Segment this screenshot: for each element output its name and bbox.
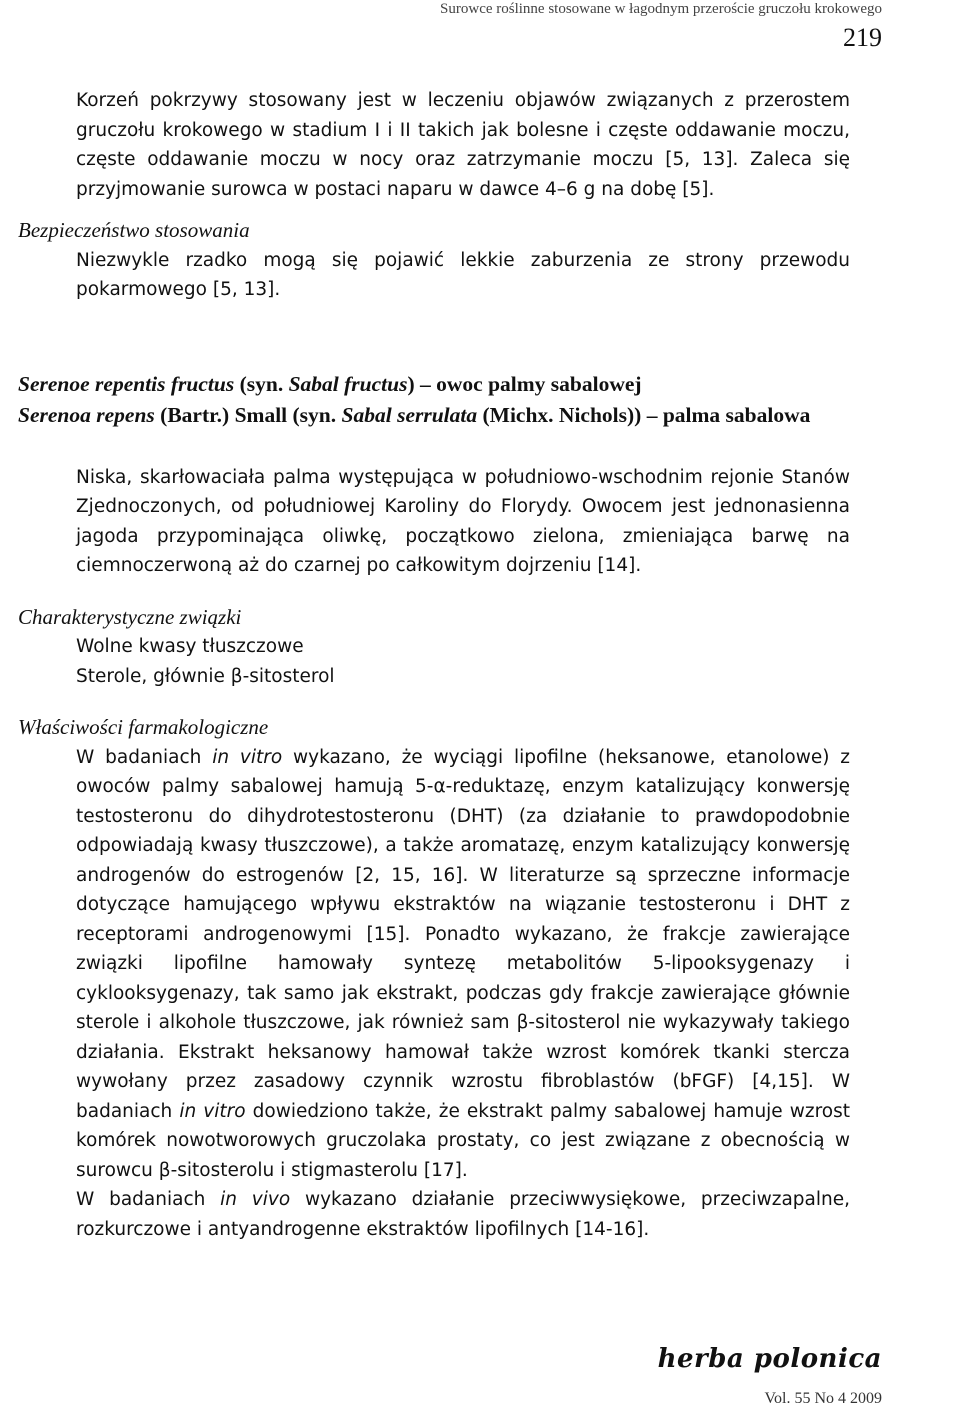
- running-title: Surowce roślinne stosowane w łagodnym przeroście gruczołu krokowego: [440, 1, 882, 17]
- page-number: 219: [843, 23, 882, 52]
- compound-item: Sterole, głównie β-sitosterol: [76, 665, 335, 687]
- pharm-p1-b: wykazano, że wyciągi lipofilne (heksanowe, etanolowe) z owoców palmy sabalowej hamują 5-α-reduktazę, enzym katalizujący konwersję testosteronu do dihydrotestosteronu (DHT) (za działanie to prawdopodobnie odpowiadają kwasy tłuszczowe), a także aromatazę, enzym katalizujący konwersję androgenów do estrogenów [2, 15, 16]. W literaturze są sprzeczne informacje dotyczące hamującego wpływu ekstraktów na wiązanie testosteronu i DHT z receptorami androgenowymi [15]. Ponadto wykazano, że frakcje zawierające związki lipofilne hamowały syntezę metabolitów 5-lipooksygenazy i cyklooksygenazy, tak samo jak ekstrakt, podczas gdy frakcje zawierające głównie sterole i alkohole tłuszczowe, jak również sam β-sitosterol nie wykazywały takiego działania. Ekstrakt heksanowy hamował także wzrost komórek tkanki stercza wywołany przez zasadowy czynnik wzrostu fibroblastów (bFGF) [4,15]. W badaniach: [76, 746, 851, 1122]
- species-name-1: Serenoe repentis fructus: [18, 371, 235, 396]
- species-name-2: Serenoa repens: [18, 402, 155, 427]
- species-syn1-name: Sabal fructus: [288, 371, 408, 396]
- pharm-p2-a: W badaniach: [76, 1189, 221, 1210]
- description-paragraph: Niska, skarłowaciała palma występująca w południowo-wschodnim rejonie Stanów Zjednoczonych, od południowej Karoliny do Florydy. Owocem jest jednonasienna jagoda przypominająca oliwkę, początkowo zielona, zmieniająca barwę na ciemnoczerwoną aż do czarnej po całkowitym dojrzeniu [14].: [76, 466, 850, 576]
- article-body: [18, 86, 850, 1244]
- pharm-p1-a: W badaniach: [76, 746, 213, 768]
- pharmacology-paragraph-2: [18, 1185, 850, 1244]
- safety-heading: Bezpieczeństwo stosowania: [18, 218, 250, 242]
- nettle-root-paragraph: Korzeń pokrzywy stosowany jest w leczeniu objawów związanych z przerostem gruczołu krokowego w stadium I i II takich jak bolesne i częste oddawanie moczu, częste oddawanie moczu w nocy oraz zatrzymanie moczu [5, 13]. Zaleca się przyjmowanie surowca w postaci naparu w dawce 4–6 g na dobę [5].: [76, 90, 850, 200]
- compounds-heading: Charakterystyczne związki: [18, 604, 242, 629]
- species-heading: [18, 369, 850, 431]
- pharm-p2-in-vivo: in vivo: [220, 1189, 291, 1210]
- pharm-p2-b: wykazano działanie przeciwwysiękowe, przeciwzapalne, rozkurczowe i antyandrogenne ekstraktów lipofilnych [14-16].: [76, 1189, 851, 1240]
- pharmacology-paragraph-1: [18, 743, 850, 1186]
- pharm-p1-c: dowiedziono także, że ekstrakt palmy sabalowej hamuje wzrost komórek nowotworowych gruczolaka prostaty, co jest związane z obecnością w surowcu β-sitosterolu i stigmasterolu [17].: [76, 1100, 851, 1181]
- species-authority: (Bartr.) Small (syn.: [154, 402, 342, 427]
- species-syn1-close: ) – owoc palmy sabalowej: [407, 371, 642, 396]
- pharm-p1-in-vitro-2: in vitro: [179, 1100, 246, 1122]
- volume-info: Vol. 55 No 4 2009: [764, 1390, 882, 1407]
- species-syn2-name: Sabal serrulata: [341, 402, 478, 427]
- pharmacology-heading: Właściwości farmakologiczne: [18, 715, 269, 739]
- journal-logo: herba polonica: [657, 1344, 882, 1374]
- species-syn2-close: (Michx. Nichols)) – palma sabalowa: [477, 402, 811, 427]
- compound-item: Wolne kwasy tłuszczowe: [76, 636, 304, 657]
- species-syn1-open: (syn.: [234, 371, 289, 396]
- safety-text: Niezwykle rzadko mogą się pojawić lekkie zaburzenia ze strony przewodu pokarmowego [5, 13].: [76, 249, 850, 300]
- pharm-p1-in-vitro: in vitro: [212, 746, 283, 768]
